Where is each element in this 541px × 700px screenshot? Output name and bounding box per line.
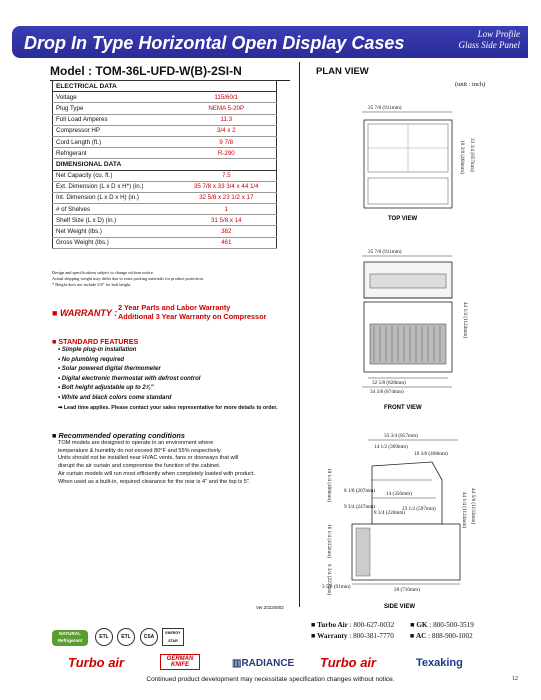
dim-side-c: 8 1/8 (207mm) (344, 488, 376, 494)
feature-item: • Simple plug-in installation (58, 347, 137, 353)
turbo-air-logo-2: Turbo air (320, 655, 377, 670)
side-view-label: SIDE VIEW (384, 604, 416, 610)
subtitle-line1: Low Profile (477, 29, 520, 39)
warranty-label: ■ WARRANTY : (52, 308, 118, 318)
recommended-body (58, 440, 292, 486)
side-view-drawing (312, 428, 477, 614)
dim-side-g: 23 1/2 (597mm) (402, 506, 436, 512)
spec-row (53, 148, 277, 159)
spec-value: 31 5/8 x 14 (177, 215, 277, 226)
recommended-section (52, 431, 292, 486)
feature-item: • Digital electronic thermostat with defrost control (58, 375, 201, 382)
radiance-logo: ▥RADIANCE (232, 658, 295, 669)
texaking-logo: Texaking (416, 657, 463, 669)
spec-value: NEMA 5-20P (177, 103, 277, 114)
spec-row (53, 125, 277, 136)
recommended-line: Air curtain models will run most efficiently when completely loaded with product. (58, 470, 256, 477)
spec-value: 32 5/8 x 23 1/2 x 17 (177, 192, 277, 203)
dim-front-inner: 32 5/8 (828mm) (372, 380, 406, 386)
front-view-label: FRONT VIEW (384, 405, 422, 411)
front-view-drawing (340, 244, 480, 414)
warranty-text (118, 303, 266, 321)
spec-row (53, 114, 277, 125)
dim-side-h: 19 1/4 (488mm) (326, 468, 332, 502)
dim-side-a: 14 1/2 (369mm) (374, 444, 408, 450)
dim-side-e: 9 3/4 (247mm) (344, 504, 376, 510)
spec-section-heading (53, 159, 277, 170)
contact-item: ■ GK : 800-500-3519 (410, 621, 474, 629)
spec-label: Int. Dimension (L x D x H) (in.) (53, 192, 177, 203)
spec-label: Ext. Dimension (L x D x H*) (in.) (53, 181, 177, 192)
dim-front-bottom: 34 3/8 (874mm) (370, 389, 404, 395)
spec-value: 9 7/8 (177, 136, 277, 147)
dim-side-f: 8 3/4 (220mm) (374, 510, 406, 516)
spec-label: Full Load Amperes (53, 114, 177, 125)
note: Design and specifications subject to change without notice. (52, 270, 154, 275)
turbo-air-logo: Turbo air (68, 655, 125, 670)
recommended-line: temperature & humidity do not exceed 80°F and 55% respectively. (58, 447, 222, 454)
etl-sanitation-logo: ETL (117, 628, 135, 646)
natural-refrigerant-logo: NATURAL Refrigerant (52, 630, 88, 646)
spec-row (53, 226, 277, 237)
note: Actual shipping weight may differ due to extra packing materials for product protection. (52, 276, 204, 281)
feature-item: • No plumbing required (58, 356, 125, 363)
spec-value: 382 (177, 226, 277, 237)
spec-label: Plug Type (53, 103, 177, 114)
spec-label: Net Weight (lbs.) (53, 226, 177, 237)
header-banner (12, 26, 528, 58)
spec-label: Gross Weight (lbs.) (53, 237, 177, 248)
german-knife-logo: GERMAN KNIFE (160, 654, 200, 670)
spec-value: 7.5 (177, 170, 277, 181)
unit-label: (unit : inch) (455, 81, 486, 88)
contacts (311, 620, 474, 642)
spec-row (53, 136, 277, 147)
dim-side-j: 44 1/4 (1124mm) (461, 492, 467, 529)
spec-section-heading (53, 81, 277, 92)
subtitle-line2: Glass Side Panel (458, 40, 520, 50)
spec-value: R-290 (177, 148, 277, 159)
spec-value: 35 7/8 x 33 3/4 x 44 1/4 (177, 181, 277, 192)
spec-row (53, 170, 277, 181)
spec-value: 1 (177, 204, 277, 215)
spec-row (53, 192, 277, 203)
spec-label: Shelf Size (L x D) (in.) (53, 215, 177, 226)
spec-value: 11.3 (177, 114, 277, 125)
plan-view-title: PLAN VIEW (316, 66, 369, 77)
contact-item: ■ Warranty : 800-381-7770 (311, 632, 394, 640)
header-subtitle (459, 29, 521, 51)
warranty-line2: Additional 3 Year Warranty on Compressor (118, 312, 267, 321)
dim-top-depth2: 33 3/4 (857mm) (469, 138, 475, 172)
etl-logo: ETL (95, 628, 113, 646)
spec-label: Net Capacity (cu. ft.) (53, 170, 177, 181)
warranty-line1: 2 Year Parts and Labor Warranty (118, 303, 231, 312)
dim-side-n: 28 (710mm) (394, 587, 420, 593)
recommended-line: disrupt the air curtain and compromise the function of the cabinet. (58, 463, 221, 470)
spec-value: 461 (177, 237, 277, 248)
recommended-line: TOM models are designed to operate in an environment where (58, 440, 214, 446)
warranty-marker: ■ (52, 308, 60, 318)
spec-row (53, 181, 277, 192)
footer-note: Continued product development may necessitate specification changes without notice. (146, 676, 395, 683)
page-number: 12 (512, 676, 518, 682)
dim-side-d: 14 (356mm) (386, 491, 412, 497)
dim-top-depth1: 18 3/8 (468mm) (459, 140, 465, 174)
dim-front-width: 35 7/8 (911mm) (368, 249, 402, 255)
spec-label: Refrigerant (53, 148, 177, 159)
dim-side-depth: 33 3/4 (857mm) (384, 433, 418, 439)
page-title: Drop In Type Horizontal Open Display Cases (24, 33, 405, 53)
spec-section-title: DIMENSIONAL DATA (53, 159, 277, 170)
csa-logo: CSA (140, 628, 158, 646)
spec-value: 3/4 x 2 (177, 125, 277, 136)
spec-label: Cord Length (ft.) (53, 136, 177, 147)
spec-table (52, 80, 277, 249)
feature-item: • White and black colors come standard (58, 394, 172, 401)
feature-item: • Bolt height adjustable up to 2⅞" (58, 385, 154, 392)
spec-section-title: ELECTRICAL DATA (53, 81, 277, 92)
radiance-mark: ▥ (232, 658, 242, 669)
spec-label: Compressor HP (53, 125, 177, 136)
version-label: Ver.20220802 (256, 605, 284, 610)
dim-front-height: 44 1/4 (1124mm) (462, 302, 468, 339)
dim-side-i: 16 1/4 (412mm) (326, 524, 332, 558)
dim-side-m: 3 5/8 (91mm) (322, 584, 351, 590)
spec-label: Voltage (53, 92, 177, 103)
spec-row (53, 103, 277, 114)
lead-time-note: ➡ Lead time applies. Please contact your sales representative for more details to order. (58, 404, 278, 411)
column-divider (299, 62, 300, 607)
spec-row (53, 215, 277, 226)
spec-row (53, 92, 277, 103)
model-heading: Model : TOM-36L-UFD-W(B)-2SI-N (50, 64, 290, 81)
features-list (58, 346, 278, 412)
notes (52, 270, 282, 288)
features-heading: ■ STANDARD FEATURES (52, 337, 139, 346)
recommended-marker: ■ (52, 431, 59, 440)
spec-value: 115/60/1 (177, 92, 277, 103)
recommended-line: Units should not be installed near HVAC vents, fans or doorways that will (58, 455, 239, 462)
dim-top-width: 35 7/8 (911mm) (368, 105, 402, 111)
top-view-drawing (340, 100, 480, 225)
spec-label: # of Shelves (53, 204, 177, 215)
note: * Height does not include 5/8" for bolt height. (52, 282, 132, 287)
spec-row (53, 204, 277, 215)
dim-side-k: 44 5/8 (1133mm) (470, 488, 476, 525)
feature-item: • Solar powered digital thermometer (58, 366, 161, 373)
top-view-label: TOP VIEW (388, 216, 418, 222)
dim-side-b: 18 3/8 (468mm) (414, 451, 448, 457)
contact-item: ■ Turbo Air : 800-627-0032 (311, 621, 395, 629)
energy-star-logo: ENERGY STAR (162, 628, 184, 646)
recommended-line: When used as a built-in, required clearance for the rear is 4" and the top is 5". (58, 478, 251, 485)
contact-item: ■ AC : 888-900-1002 (409, 632, 473, 640)
spec-row (53, 237, 277, 248)
recommended-heading: ■ Recommended operating conditions (52, 431, 185, 440)
dim-side-l: 8 3/4 (223mm) (326, 564, 332, 596)
